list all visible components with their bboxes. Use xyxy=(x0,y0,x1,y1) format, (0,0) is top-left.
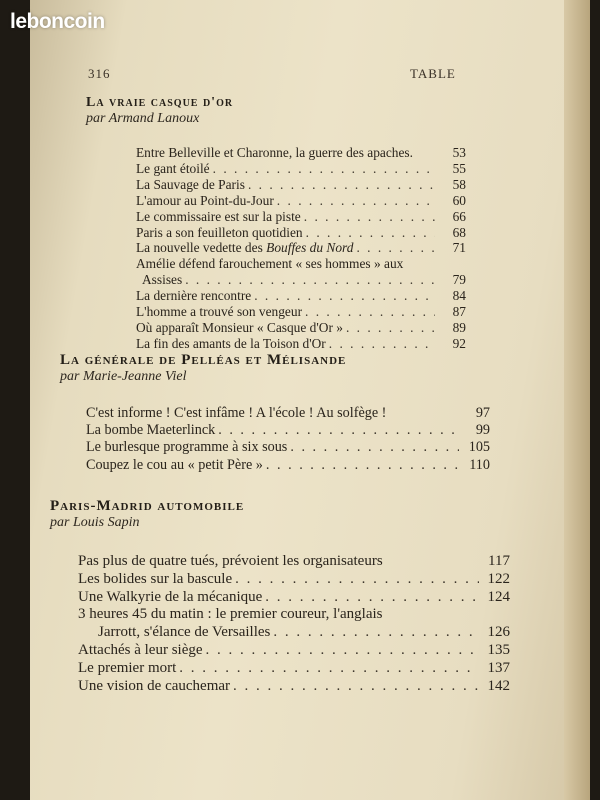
toc-entry-page: 126 xyxy=(487,624,510,641)
toc-entry-label: Une Walkyrie de la mécanique xyxy=(78,588,263,605)
toc-entry-page: 122 xyxy=(487,570,510,587)
toc-entry-page: 99 xyxy=(475,422,490,439)
section-title: Paris-Madrid automobile xyxy=(50,498,245,514)
toc-entry-page: 87 xyxy=(452,304,466,320)
section-author: par Marie-Jeanne Viel xyxy=(60,369,187,384)
toc-section-pelleas xyxy=(60,352,490,474)
toc-entry-label: La Sauvage de Paris xyxy=(136,176,245,192)
toc-entry xyxy=(78,642,510,660)
toc-entry xyxy=(136,288,466,304)
toc-entry xyxy=(86,439,490,456)
running-head-title: TABLE xyxy=(410,66,456,81)
leader-dots xyxy=(290,439,459,456)
toc-entry-page: 66 xyxy=(452,208,466,224)
toc-entry xyxy=(136,256,466,288)
toc-list xyxy=(60,405,490,474)
toc-entry-label: Le gant étoilé xyxy=(136,160,210,176)
toc-entry-label-italic: Bouffes du Nord xyxy=(266,240,354,256)
toc-entry xyxy=(78,571,510,589)
toc-entry-page: 142 xyxy=(487,677,510,694)
leader-dots xyxy=(304,209,435,225)
toc-entry xyxy=(86,422,490,439)
toc-entry-label: L'homme a trouvé son vengeur xyxy=(136,304,303,320)
leader-dots xyxy=(266,457,459,474)
book-page xyxy=(30,0,590,800)
toc-entry xyxy=(136,209,466,225)
toc-entry-continuation: Jarrott, s'élance de Versailles xyxy=(98,624,271,641)
leader-dots xyxy=(213,161,435,177)
page-edge xyxy=(564,0,590,800)
toc-entry-label: 3 heures 45 du matin : le premier coureur, l'anglais xyxy=(78,606,383,623)
toc-entry-page: 79 xyxy=(452,272,466,288)
leader-dots xyxy=(277,193,435,209)
toc-entry-label: La bombe Maeterlinck xyxy=(86,422,216,439)
toc-section-casque-dor xyxy=(86,95,466,352)
toc-entry-label: Pas plus de quatre tués, prévoient les organisateurs xyxy=(78,553,383,569)
leader-dots xyxy=(218,422,459,439)
toc-entry-label-text: La nouvelle vedette des xyxy=(136,240,263,256)
toc-entry xyxy=(136,304,466,320)
leader-dots xyxy=(254,288,435,304)
toc-entry xyxy=(78,553,510,571)
toc-entry xyxy=(86,457,490,474)
toc-entry xyxy=(136,161,466,177)
toc-entry-continuation: Assises xyxy=(142,272,183,288)
toc-entry-page: 55 xyxy=(452,160,466,176)
toc-entry-label: Les bolides sur la bascule xyxy=(78,570,233,587)
toc-entry-label: L'amour au Point-du-Jour xyxy=(136,192,274,208)
toc-entry xyxy=(136,177,466,193)
toc-entry xyxy=(136,320,466,336)
toc-entry-page: 110 xyxy=(469,456,490,473)
toc-entry-page: 53 xyxy=(452,145,466,160)
leader-dots xyxy=(265,589,479,607)
toc-entry-label: La fin des amants de la Toison d'Or xyxy=(136,335,326,351)
leader-dots xyxy=(248,177,435,193)
leader-dots xyxy=(356,240,435,256)
leader-dots xyxy=(329,336,435,352)
toc-entry-label: Paris a son feuilleton quotidien xyxy=(136,224,303,240)
toc-entry-label: C'est informe ! C'est infâme ! A l'école ! Au solfège ! xyxy=(86,405,387,421)
toc-entry xyxy=(136,336,466,352)
section-title: La générale de Pelléas et Mélisande xyxy=(60,352,347,368)
leboncoin-watermark: leboncoin xyxy=(10,10,105,33)
toc-entry xyxy=(78,660,510,678)
section-author: par Armand Lanoux xyxy=(86,111,200,126)
leader-dots xyxy=(206,642,479,660)
toc-entry-label: Coupez le cou au « petit Père » xyxy=(86,456,263,473)
toc-entry xyxy=(78,678,510,696)
toc-entry-page: 60 xyxy=(452,192,466,208)
toc-entry-page: 124 xyxy=(487,588,510,605)
leader-dots xyxy=(306,225,435,241)
toc-entry-label: Entre Belleville et Charonne, la guerre des apaches. xyxy=(136,145,413,160)
toc-entry-page: 135 xyxy=(487,641,510,658)
toc-entry-page: 89 xyxy=(452,319,466,335)
leader-dots xyxy=(305,304,435,320)
leader-dots xyxy=(235,571,479,589)
toc-entry-page: 71 xyxy=(452,240,466,256)
toc-entry-page: 105 xyxy=(468,439,490,456)
toc-entry xyxy=(136,225,466,241)
toc-entry-page: 137 xyxy=(487,659,510,676)
toc-entry-label: Où apparaît Monsieur « Casque d'Or » xyxy=(136,319,343,335)
leader-dots xyxy=(233,678,479,696)
toc-entry-label: Le commissaire est sur la piste xyxy=(136,208,301,224)
toc-entry-label: La dernière rencontre xyxy=(136,288,252,304)
toc-entry-page: 68 xyxy=(452,224,466,240)
toc-list xyxy=(86,145,466,352)
toc-entry-page: 97 xyxy=(475,405,490,421)
toc-entry-label: Attachés à leur siège xyxy=(78,641,203,658)
toc-entry xyxy=(78,606,510,642)
toc-entry xyxy=(136,240,466,256)
toc-section-paris-madrid xyxy=(50,498,510,695)
leader-dots xyxy=(346,320,435,336)
toc-entry-page: 92 xyxy=(452,335,466,351)
toc-entry xyxy=(86,405,490,422)
leader-dots xyxy=(185,272,435,288)
toc-entry-label xyxy=(136,240,353,256)
toc-entry xyxy=(78,589,510,607)
leader-dots xyxy=(179,660,479,678)
section-title: La vraie casque d'or xyxy=(86,95,234,110)
page-number: 316 xyxy=(88,66,111,81)
toc-entry-page: 117 xyxy=(488,553,510,569)
toc-entry-label: Le burlesque programme à six sous xyxy=(86,439,288,456)
toc-entry-label: Une vision de cauchemar xyxy=(78,677,231,694)
toc-entry-page: 84 xyxy=(452,288,466,304)
leader-dots xyxy=(273,624,479,642)
section-author: par Louis Sapin xyxy=(50,515,140,530)
toc-entry xyxy=(136,193,466,209)
toc-entry-page: 58 xyxy=(452,176,466,192)
toc-entry xyxy=(136,145,466,161)
toc-entry-label: Le premier mort xyxy=(78,659,177,676)
toc-list xyxy=(50,553,510,695)
toc-entry-label: Amélie défend farouchement « ses hommes » aux xyxy=(136,256,404,272)
